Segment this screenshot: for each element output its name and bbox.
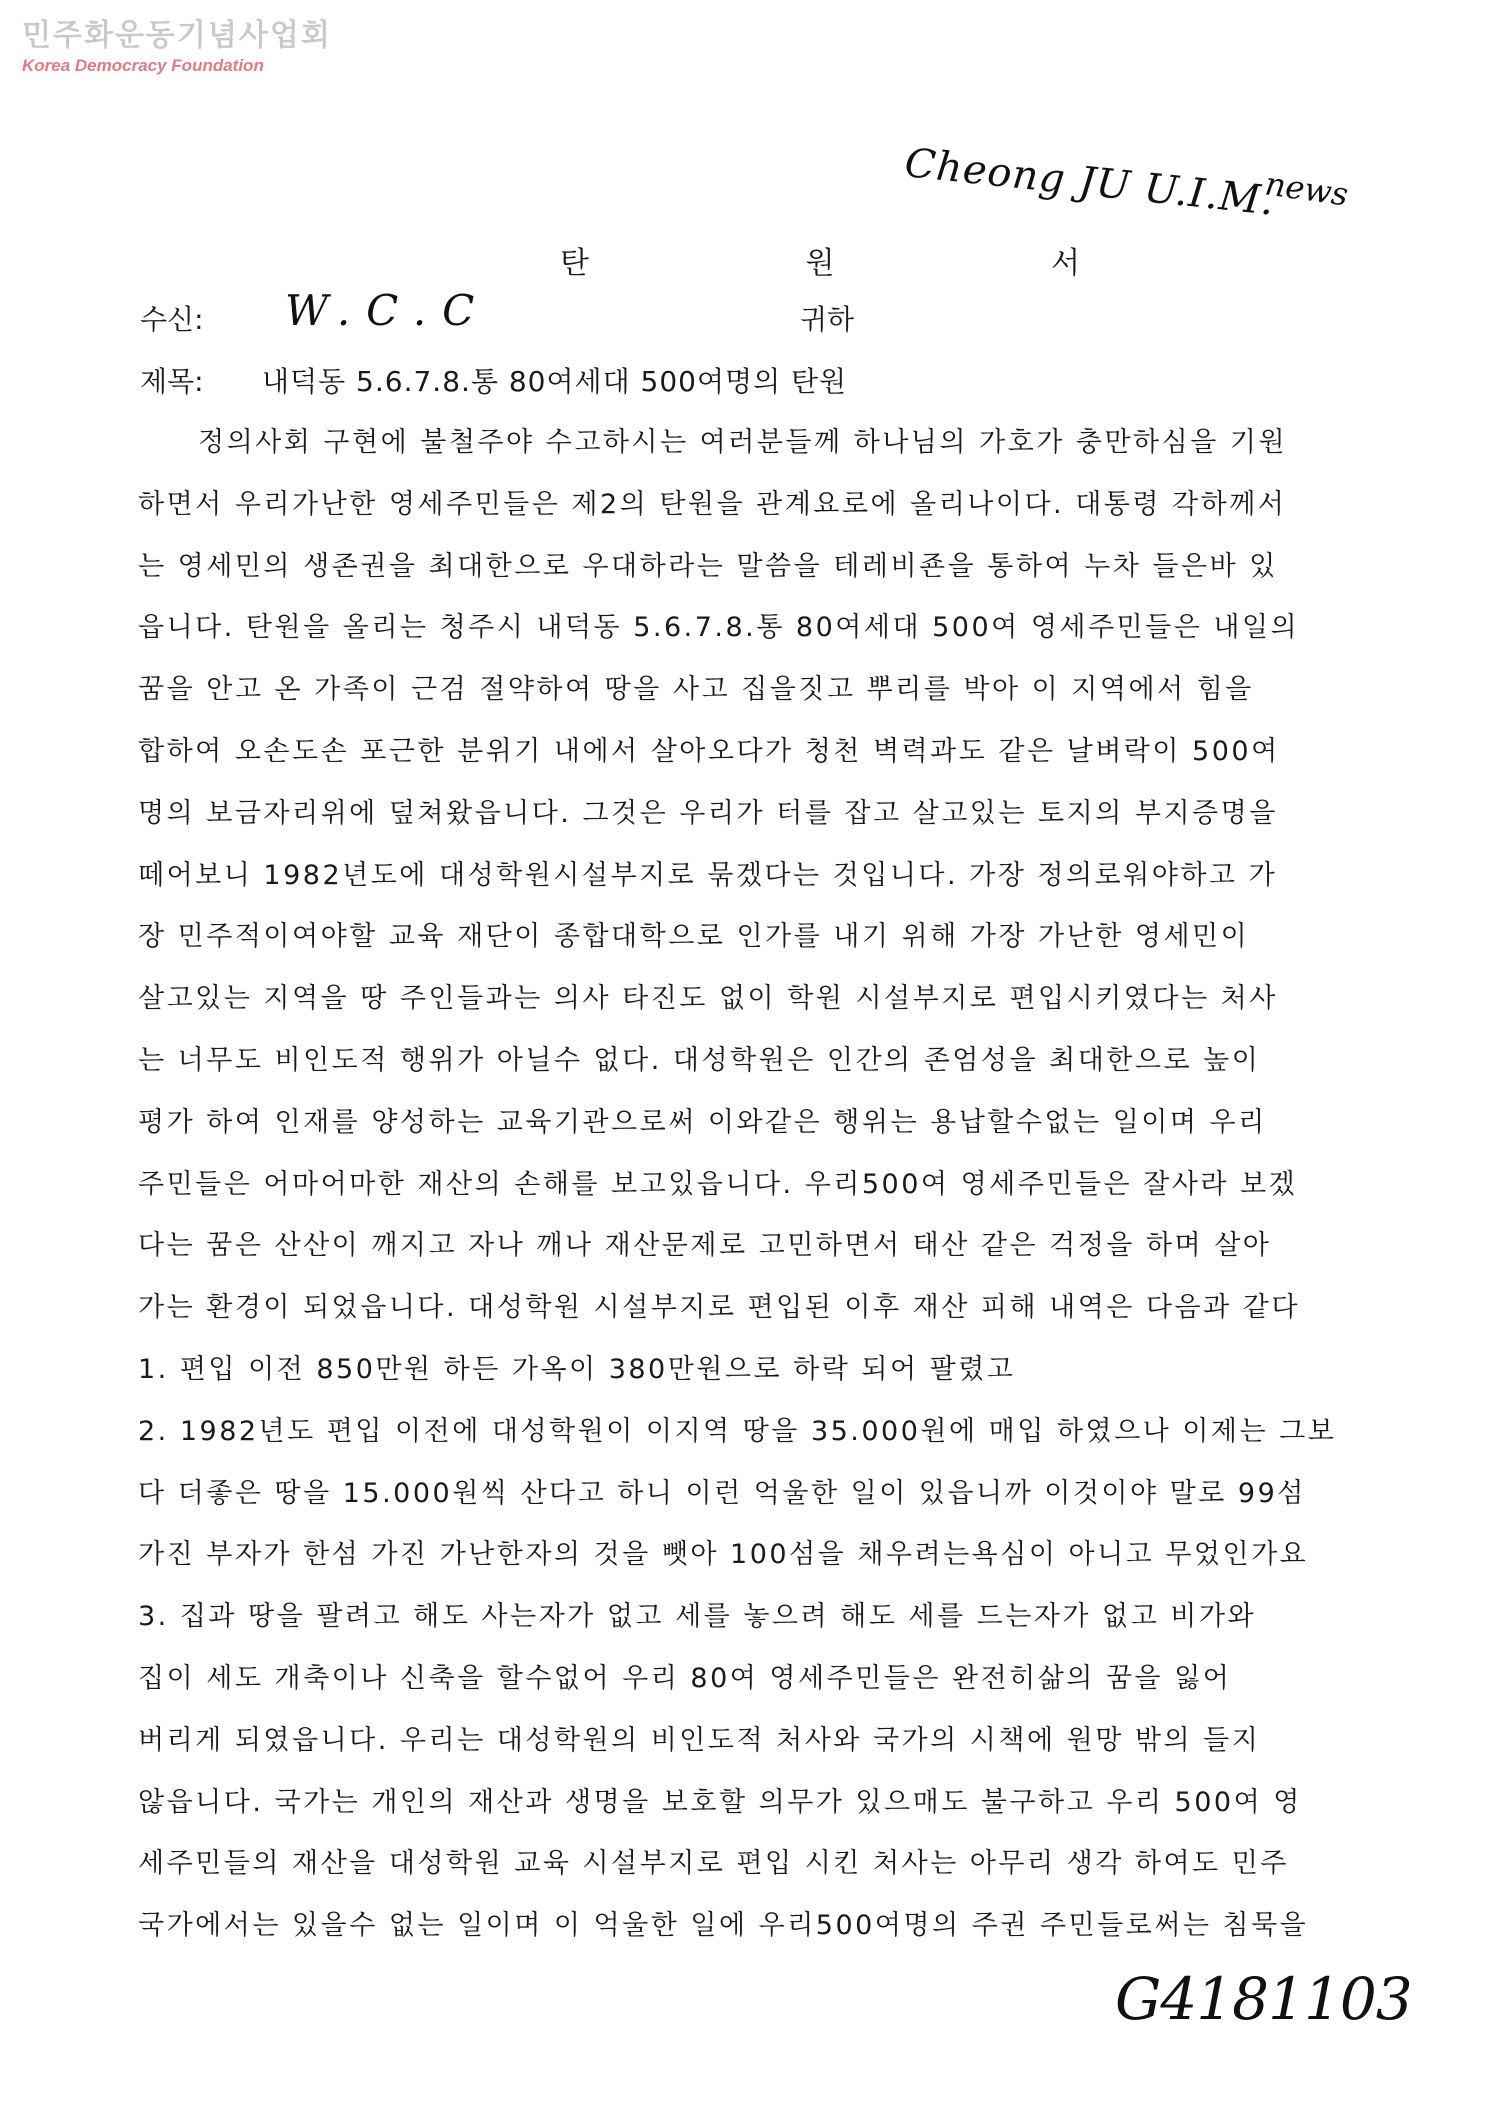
body-line: 살고있는 지역을 땅 주인들과는 의사 타진도 없이 학원 시설부지로 편입시키였다는 처사	[138, 983, 1278, 1015]
body-line: 1. 편입 이전 850만원 하든 가옥이 380만원으로 하락 되어 팔렸고	[138, 1353, 1016, 1385]
body-line: 가진 부자가 한섬 가진 가난한자의 것을 뺏아 100섬을 채우려는욕심이 아니고 무었인가요	[138, 1539, 1309, 1571]
body-line: 정의사회 구현에 불철주야 수고하시는 여러분들께 하나님의 가호가 충만하심을 기원	[198, 427, 1288, 458]
body-line: 주민들은 어마어마한 재산의 손해를 보고있읍니다. 우리500여 영세주민들은 잘사라 보겠	[138, 1168, 1298, 1200]
body-line: 2. 1982년도 편입 이전에 대성학원이 이지역 땅을 35.000원에 매입 하였으나 이제는 그보	[138, 1415, 1337, 1447]
subject-label: 제목:	[140, 365, 204, 398]
body-line: 합하여 오손도손 포근한 분위기 내에서 살아오다가 청천 벽력과도 같은 날벼락이 500여	[138, 735, 1280, 767]
title-char: 원	[805, 246, 835, 281]
recipient-name: W.C.C	[285, 286, 491, 335]
body-line: 평가 하여 인재를 양성하는 교육기관으로써 이와같은 행위는 용납할수없는 일이며 우리	[138, 1106, 1267, 1138]
body-line: 는 영세민의 생존권을 최대한으로 우대하라는 말씀을 테레비죤을 통하여 누차 들은바 있	[138, 550, 1278, 582]
body-line: 다는 꿈은 산산이 깨지고 자나 깨나 재산문제로 고민하면서 태산 같은 걱정을 하며 살아	[138, 1230, 1272, 1262]
subject-text: 내덕동 5.6.7.8.통 80여세대 500여명의 탄원	[262, 365, 848, 398]
handwritten-note-news: news	[1262, 164, 1351, 214]
body-line: 않읍니다. 국가는 개인의 재산과 생명을 보호할 의무가 있으매도 불구하고 우리 500여 영	[138, 1786, 1302, 1818]
body-line: 국가에서는 있을수 없는 일이며 이 억울한 일에 우리500여명의 주권 주민들로써는 침묵을	[138, 1910, 1309, 1942]
body-line: 떼어보니 1982년도에 대성학원시설부지로 묶겠다는 것입니다. 가장 정의로워야하고 가	[138, 859, 1278, 891]
logo-english-text: Korea Democracy Foundation	[22, 56, 264, 75]
body-line: 3. 집과 땅을 팔려고 해도 사는자가 없고 세를 놓으려 해도 세를 드는자가 없고 비가와	[138, 1601, 1257, 1633]
title-char: 서	[1051, 246, 1080, 281]
handwritten-note-top: Cheong JU U.I.M.	[902, 140, 1277, 225]
body-line: 하면서 우리가난한 영세주민들은 제2의 탄원을 관계요로에 올리나이다. 대통령 각하께서	[138, 488, 1287, 520]
document-id-stamp: G4181103	[1115, 1965, 1412, 2033]
recipient-label: 수신:	[140, 303, 204, 336]
body-line: 집이 세도 개축이나 신축을 할수없어 우리 80여 영세주민들은 완전히삶의 꿈을 잃어	[138, 1662, 1232, 1694]
body-line: 명의 보금자리위에 덮쳐왔읍니다. 그것은 우리가 터를 잡고 살고있는 토지의 부지증명을	[138, 797, 1278, 829]
body-line: 읍니다. 탄원을 올리는 청주시 내덕동 5.6.7.8.통 80여세대 500여 영세주민들은 내일의	[138, 612, 1300, 644]
body-line: 장 민주적이여야할 교육 재단이 종합대학으로 인가를 내기 위해 가장 가난한 영세민이	[138, 921, 1250, 953]
body-line: 는 너무도 비인도적 행위가 아닐수 없다. 대성학원은 인간의 존엄성을 최대한으로 높이	[138, 1044, 1261, 1076]
foundation-logo	[22, 18, 332, 76]
document-title	[560, 238, 1080, 282]
body-line: 버리게 되였읍니다. 우리는 대성학원의 비인도적 처사와 국가의 시책에 원망 밖의 들지	[138, 1724, 1261, 1756]
logo-korean-text: 민주화운동기념사업회	[22, 18, 332, 53]
title-char: 탄	[560, 246, 589, 281]
body-line: 다 더좋은 땅을 15.000원씩 산다고 하니 이런 억울한 일이 있읍니까 이것이야 말로 99섬	[138, 1477, 1306, 1509]
body-line: 가는 환경이 되었읍니다. 대성학원 시설부지로 편입된 이후 재산 피해 내역은 다음과 같다	[138, 1292, 1300, 1324]
body-line: 세주민들의 재산을 대성학원 교육 시설부지로 편입 시킨 처사는 아무리 생각 하여도 민주	[138, 1848, 1289, 1880]
body-line: 꿈을 안고 온 가족이 근검 절약하여 땅을 사고 집을짓고 뿌리를 박아 이 지역에서 힘을	[138, 674, 1254, 706]
honorific: 귀하	[800, 303, 855, 336]
petition-body	[138, 412, 1398, 1957]
